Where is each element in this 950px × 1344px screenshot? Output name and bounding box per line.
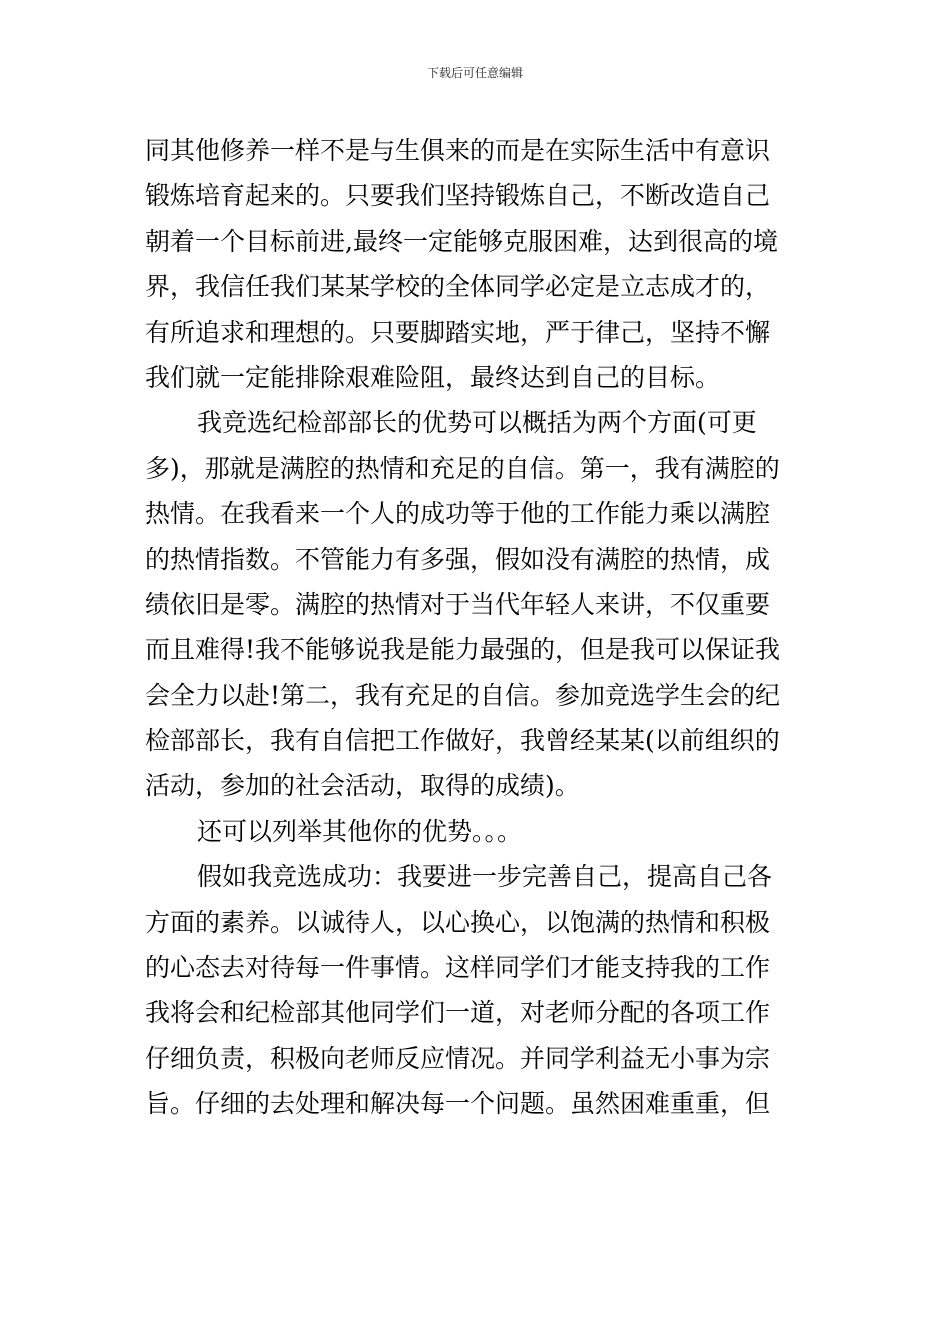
paragraph-start-line: 我竞选纪检部部长的优势可以概括为两个方面(可更 xyxy=(197,408,757,438)
text-line: 活动，参加的社会活动，取得的成绩)。 xyxy=(145,771,580,801)
text-line: 朝着一个目标前进,最终一定能够克服困难，达到很高的境 xyxy=(145,226,778,256)
text-line: 仔细负责，积极向老师反应情况。并同学利益无小事为宗 xyxy=(145,1043,771,1073)
page-header: 下载后可任意编辑 xyxy=(426,66,523,80)
text-line: 的心态去对待每一件事情。这样同学们才能支持我的工作 xyxy=(145,953,771,983)
text-line: 会全力以赴!第二，我有充足的自信。参加竞选学生会的纪 xyxy=(145,680,781,710)
text-line: 有所追求和理想的。只要脚踏实地，严于律己，坚持不懈 xyxy=(145,317,771,347)
text-line: 而且难得!我不能够说我是能力最强的，但是我可以保证我 xyxy=(145,635,781,665)
paragraph-start-line: 还可以列举其他你的优势。。。 xyxy=(197,816,523,846)
text-line: 的热情指数。不管能力有多强，假如没有满腔的热情，成 xyxy=(145,544,771,574)
text-line: 多)，那就是满腔的热情和充足的自信。第一，我有满腔的 xyxy=(145,453,780,483)
text-line: 检部部长，我有自信把工作做好，我曾经某某(以前组织的 xyxy=(145,726,780,756)
paragraph-start-line: 假如我竞选成功：我要进一步完善自己，提高自己各 xyxy=(197,862,773,892)
text-line: 同其他修养一样不是与生俱来的而是在实际生活中有意识 xyxy=(145,136,771,165)
text-line: 热情。在我看来一个人的成功等于他的工作能力乘以满腔 xyxy=(145,499,771,529)
text-line: 界，我信任我们某某学校的全体同学必定是立志成才的， xyxy=(145,272,771,302)
text-line: 我们就一定能排除艰难险阻，最终达到自己的目标。 xyxy=(145,362,721,392)
text-line: 我将会和纪检部其他同学们一道，对老师分配的各项工作 xyxy=(145,998,771,1028)
body-text xyxy=(145,128,815,1127)
text-line: 绩依旧是零。满腔的热情对于当代年轻人来讲，不仅重要 xyxy=(145,589,771,619)
text-line: 旨。仔细的去处理和解决每一个问题。虽然困难重重，但 xyxy=(145,1089,771,1119)
text-line: 锻炼培育起来的。只要我们坚持锻炼自己，不断改造自己 xyxy=(145,181,771,211)
text-line: 方面的素养。以诚待人，以心换心，以饱满的热情和积极 xyxy=(145,907,771,937)
